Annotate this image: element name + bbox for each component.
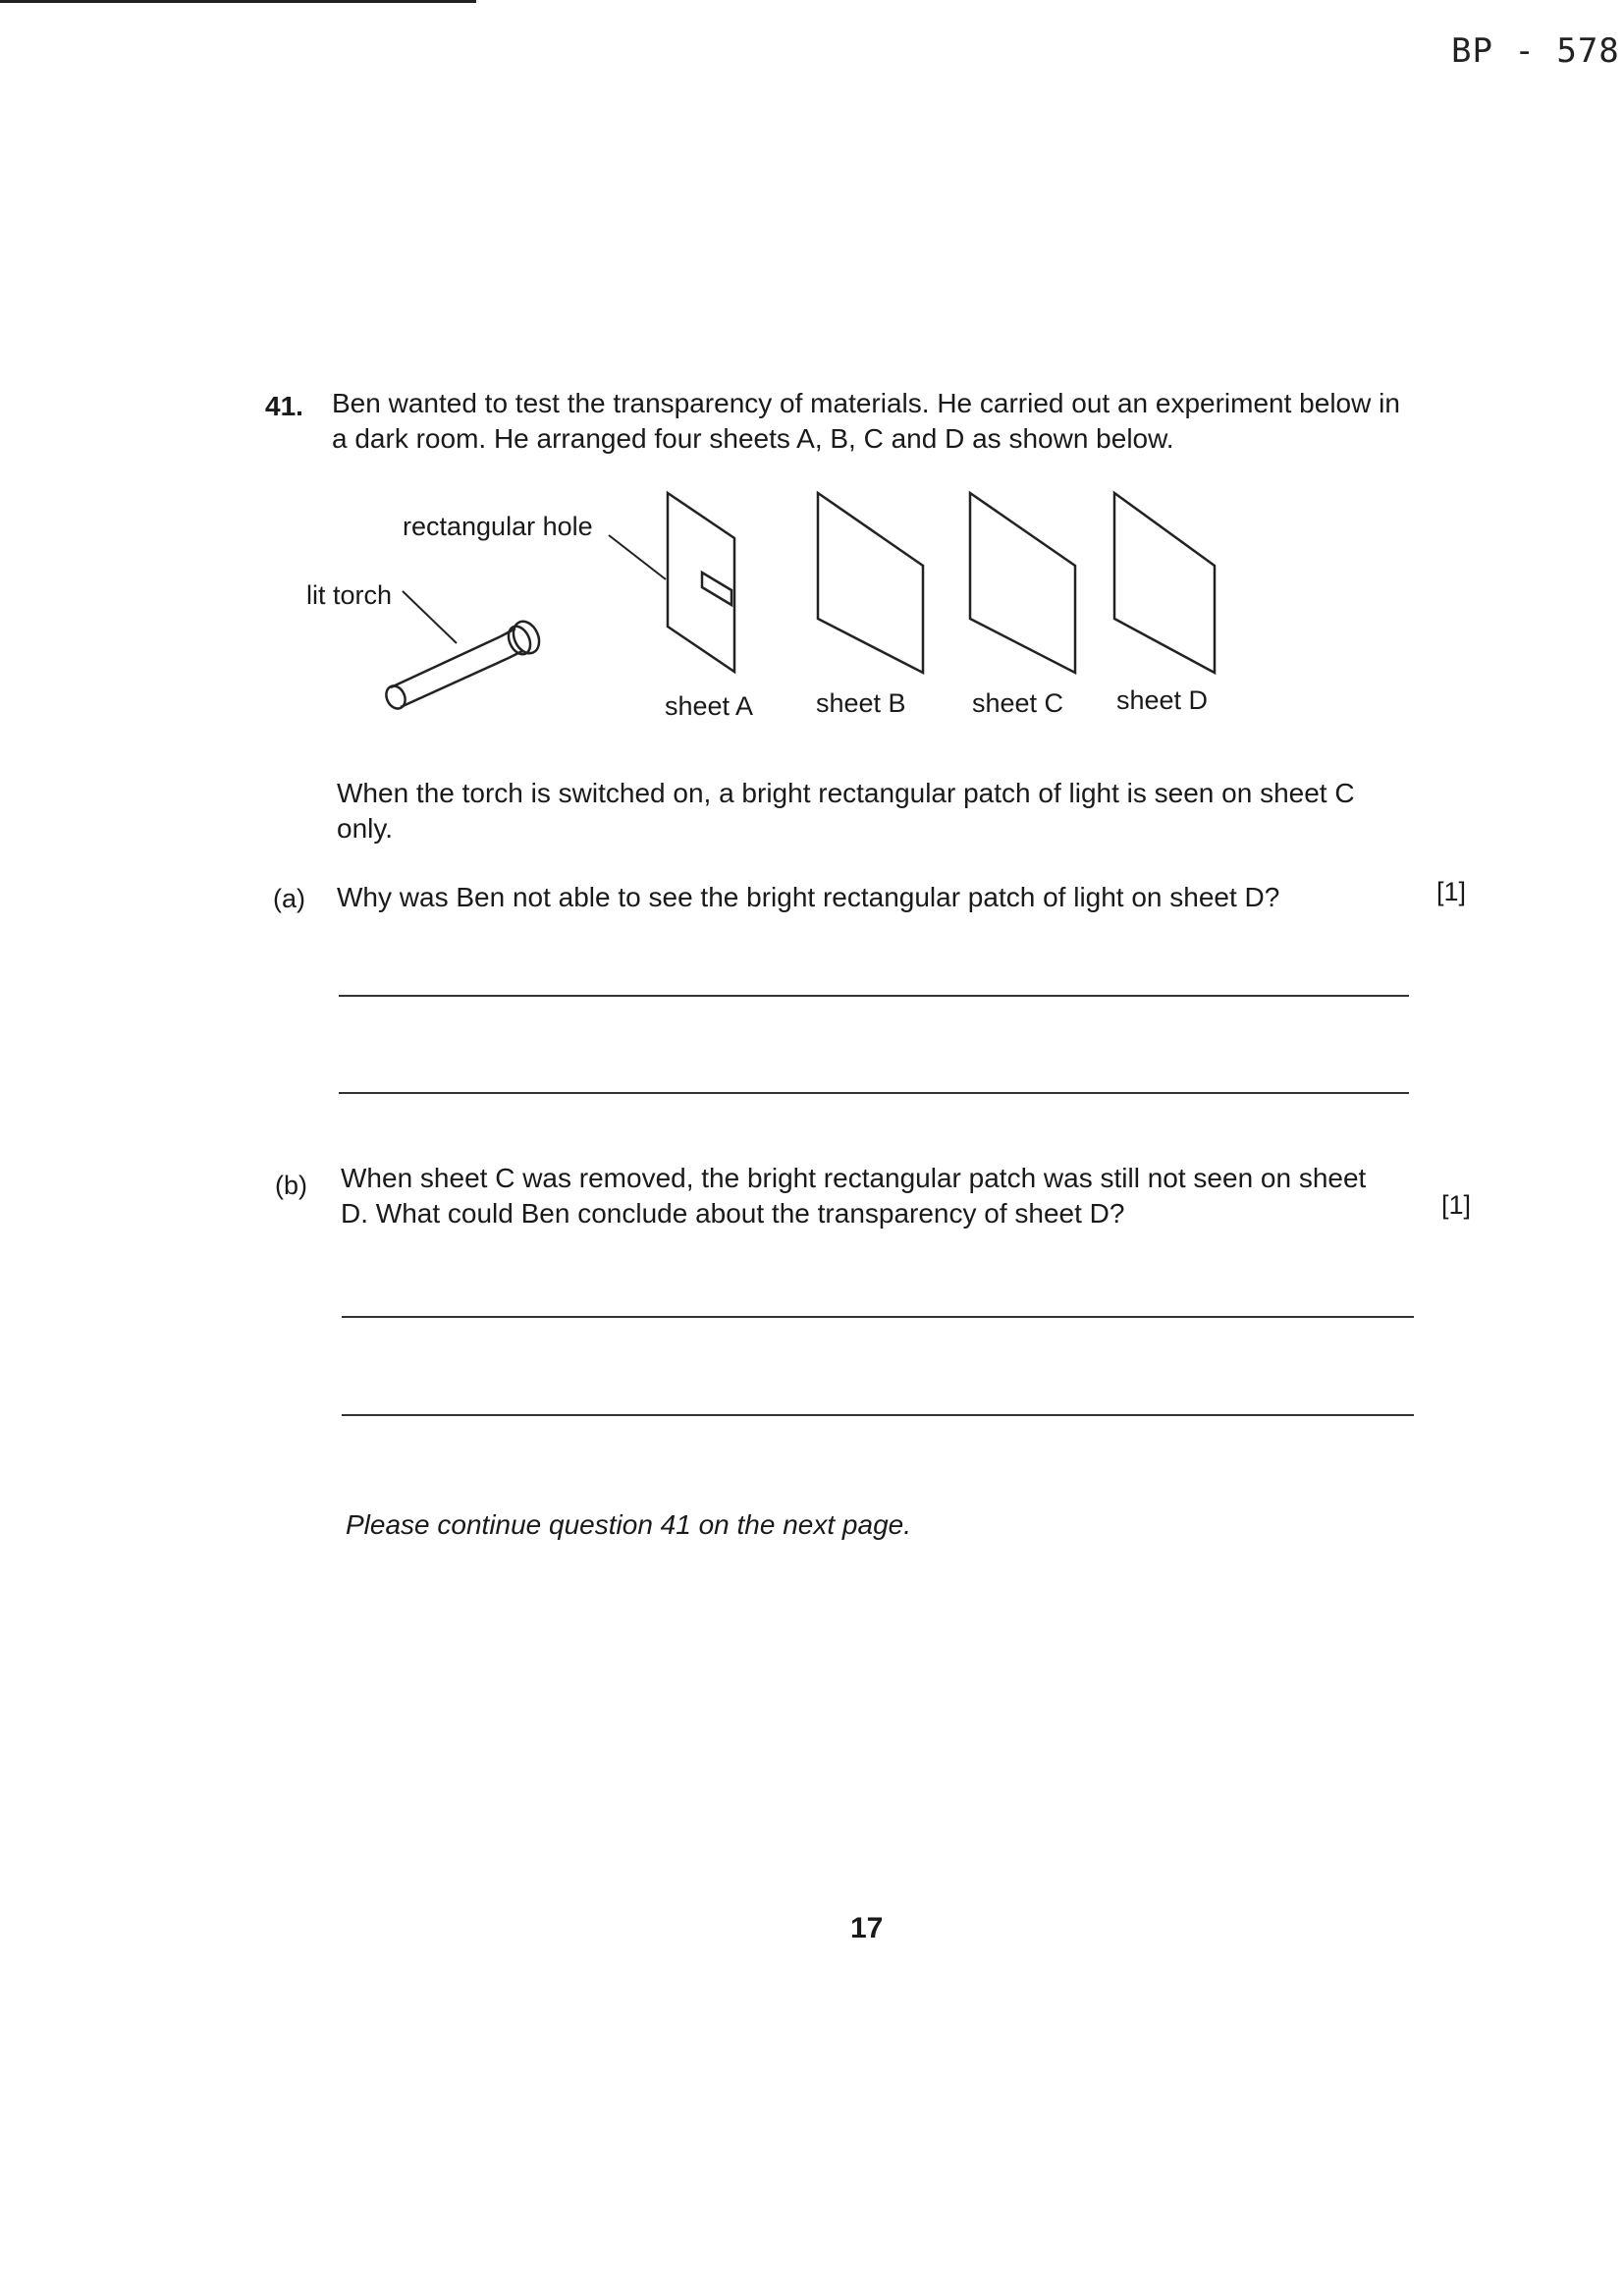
page-number: 17 bbox=[850, 1912, 884, 1944]
rectangular-hole bbox=[702, 573, 731, 605]
sheet-a-label: sheet A bbox=[665, 691, 754, 721]
question-stem: When the torch is switched on, a bright rectangular patch of light is seen on sheet C only. bbox=[337, 778, 1355, 844]
sheet-b bbox=[818, 493, 923, 673]
part-b-answer-line-2[interactable] bbox=[342, 1414, 1414, 1416]
experiment-diagram bbox=[295, 471, 1237, 737]
hole-pointer bbox=[609, 535, 666, 579]
torch-illustration bbox=[383, 618, 544, 712]
part-b-question: When sheet C was removed, the bright rectangular patch was still not seen on sheet D. What could Ben conclude about the transparency of sheet D? bbox=[341, 1163, 1367, 1229]
sheet-a bbox=[668, 493, 734, 672]
torch-pointer bbox=[403, 591, 457, 643]
continue-note: Please continue question 41 on the next page. bbox=[346, 1509, 911, 1540]
part-a-answer-line-2[interactable] bbox=[339, 1092, 1409, 1094]
top-rule bbox=[0, 0, 476, 3]
sheet-d bbox=[1114, 493, 1215, 673]
sheet-d-label: sheet D bbox=[1116, 685, 1209, 715]
part-b-answer-line-1[interactable] bbox=[342, 1316, 1414, 1318]
part-b-label: (b) bbox=[275, 1171, 307, 1200]
part-a-label: (a) bbox=[273, 884, 305, 913]
part-a-marks: [1] bbox=[1436, 877, 1467, 906]
sheet-c bbox=[970, 493, 1075, 673]
part-b-marks: [1] bbox=[1441, 1190, 1472, 1220]
part-a-question: Why was Ben not able to see the bright rectangular patch of light on sheet D? bbox=[337, 882, 1280, 912]
torch-label: lit torch bbox=[306, 580, 393, 610]
sheet-c-label: sheet C bbox=[972, 688, 1064, 718]
part-a-answer-line-1[interactable] bbox=[339, 995, 1409, 997]
paper-code: BP - 578 bbox=[1451, 31, 1620, 71]
question-intro: Ben wanted to test the transparency of materials. He carried out an experiment below in a dark room. He arranged four sheets A, B, C and D as shown below. bbox=[332, 388, 1400, 454]
hole-label: rectangular hole bbox=[403, 512, 593, 541]
sheet-b-label: sheet B bbox=[816, 688, 906, 718]
question-number: 41. bbox=[265, 391, 303, 421]
